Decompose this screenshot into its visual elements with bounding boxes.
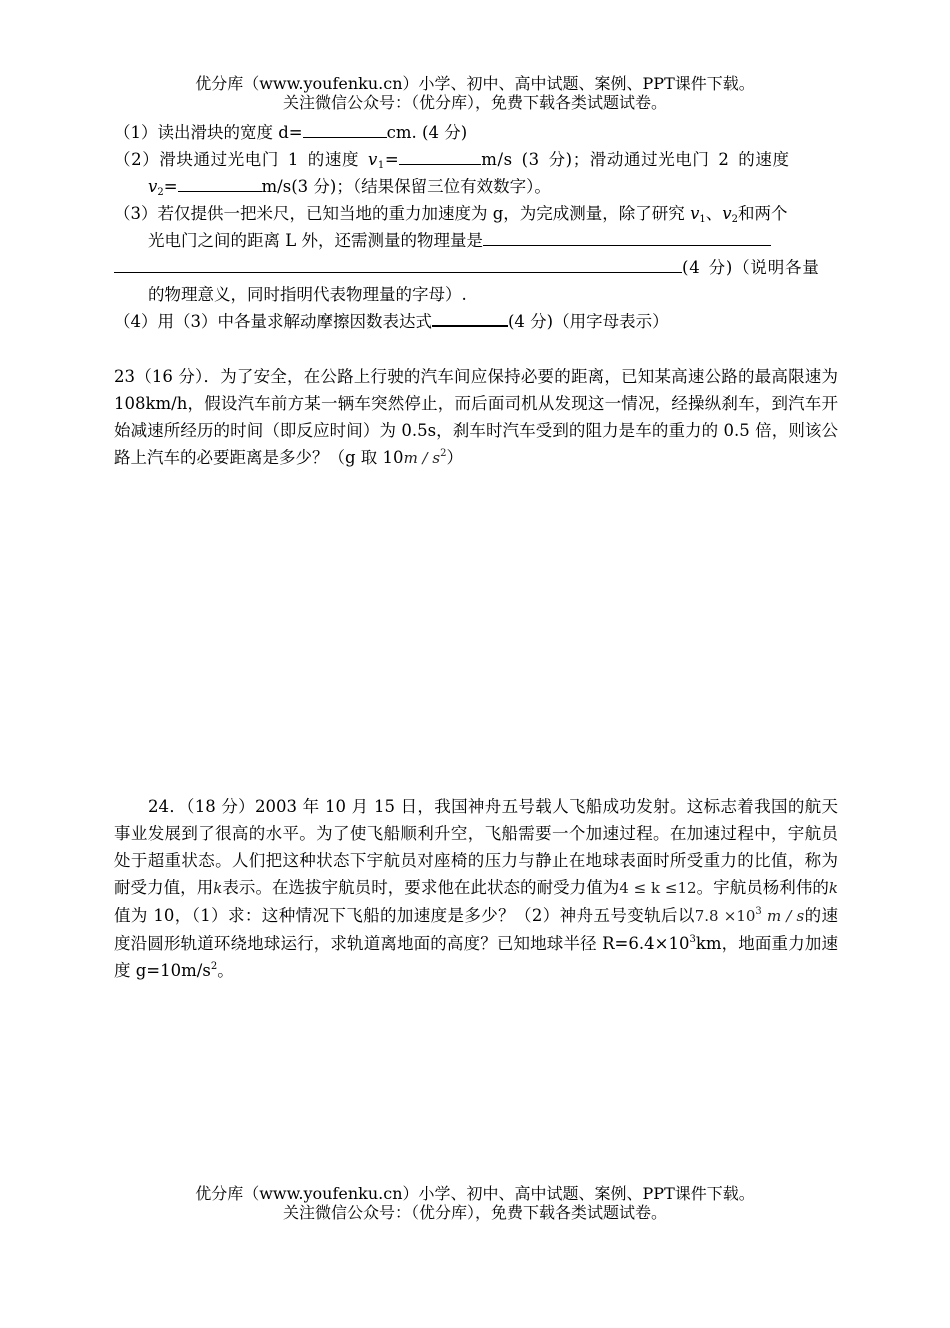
answer-blank-v1	[399, 148, 481, 165]
q22-part2-line2	[148, 174, 551, 200]
q24-text-7: 。	[217, 961, 234, 980]
q22-part3-line1	[114, 201, 787, 227]
radius-exponent: 3	[689, 934, 696, 945]
q22-part2-line1	[114, 147, 790, 173]
q22-part4-tail: (4 分)（用字母表示）	[508, 312, 669, 331]
q22-part3-line3	[114, 255, 820, 281]
q23-text: 23（16 分）．为了安全，在公路上行驶的汽车间应保持必要的距离，已知某高速公路的最高限速为 108km/h，假设汽车前方某一辆车突然停止，而后面司机从发现这一情况，经操纵刹车，到汽车开始减速所经历的时间（即反应时间）为 0.5s，刹车时汽车受到的阻力是车的重力的 0.5 倍，则该公路上汽车的必要距离是多少？（g 取 10	[114, 367, 838, 467]
header-line-2: 关注微信公众号：（优分库），免费下载各类试题试卷。	[282, 93, 667, 112]
answer-blank-quantities-1	[483, 229, 771, 246]
q23-paragraph	[114, 363, 838, 472]
q24-paragraph	[114, 793, 838, 984]
q24-text-4: 值为 10，（1）求：这种情况下飞船的加速度是多少？（2）神舟五号变轨后以	[114, 906, 695, 925]
answer-blank-quantities-2	[114, 256, 682, 273]
q23-unit: m / $s^2$	[403, 448, 447, 467]
v2-subscript-b: 2	[731, 214, 738, 225]
k-symbol: k	[213, 879, 223, 897]
answer-blank-v2	[178, 175, 262, 192]
answer-blank-expression	[432, 309, 508, 327]
page-header	[0, 74, 950, 112]
v1-subscript-b: 1	[699, 214, 706, 225]
q22-part3-tail: (4 分)（说明各量	[682, 258, 820, 277]
v1-symbol: v	[367, 150, 378, 169]
q22-part2-unit: m/s (3 分)；滑动通过光电门 2 的速度	[481, 150, 790, 169]
answer-blank-d	[303, 121, 387, 138]
speed-exponent: 3	[755, 906, 762, 917]
q24-text-3: 。宇航员杨利伟的	[696, 878, 829, 897]
orbit-speed: $7.8 \times 10^3$ m / s	[694, 906, 805, 925]
q22-part1-text: （1）读出滑块的宽度 d=	[114, 123, 303, 142]
q22-part1	[114, 120, 467, 146]
q24-text-5: 的速度沿圆形轨道环绕地球运行，求轨道离地面的高度？已知地球半径 R=6.4×10	[114, 906, 838, 953]
q22-part4	[114, 309, 669, 335]
v1-symbol-b: v	[690, 204, 700, 223]
q22-part2-unit-2: m/s(3 分)；（结果保留三位有效数字）。	[261, 177, 551, 196]
v2-subscript: 2	[157, 187, 164, 198]
q24-text-6: km，地面重力加速度 g=10m/s	[114, 934, 838, 980]
q23-end: ）	[446, 448, 463, 467]
footer-line-2: 关注微信公众号：（优分库），免费下载各类试题试卷。	[282, 1203, 667, 1222]
speed-unit: m / s	[766, 907, 805, 925]
q22-part3-end: 和两个	[737, 204, 788, 223]
equals-sign-1: =	[384, 150, 400, 169]
q22-part1-unit: cm. (4 分)	[386, 123, 468, 142]
q22-part4-text: （4）用（3）中各量求解动摩擦因数表达式	[114, 312, 432, 331]
q22-part3-line4	[148, 282, 467, 308]
g-exponent: 2	[210, 961, 218, 972]
q22-part3-text: （3）若仅提供一把米尺，已知当地的重力加速度为 g，为完成测量，除了研究	[114, 204, 691, 223]
q22-part3-line2	[148, 228, 771, 254]
k-range: 4 ≤ k ≤12	[619, 879, 697, 897]
separator: 、	[705, 204, 723, 223]
v2-symbol: v	[148, 177, 158, 196]
q22-part2-text: （2）滑块通过光电门 1 的速度	[114, 150, 368, 169]
header-line-1: 优分库（www.youfenku.cn）小学、初中、高中试题、案例、PPT课件下载。	[195, 74, 755, 93]
v2-symbol-b: v	[722, 204, 732, 223]
q24-text-1: 24．（18 分）2003 年 10 月 15 日，我国神舟五号载人飞船成功发射。这标志着我国的航天事业发展到了很高的水平。为了使飞船顺利升空，飞船需要一个加速过程。在加速过程中，宇航员处于超重状态。人们把这种状态下宇航员对座椅的压力与静止在地球表面时所受重力的比值，称为耐受力值，用	[114, 797, 838, 897]
equals-sign-2: =	[163, 177, 178, 196]
v1-subscript: 1	[377, 160, 385, 171]
footer-line-1: 优分库（www.youfenku.cn）小学、初中、高中试题、案例、PPT课件下载。	[195, 1184, 755, 1203]
q23-unit-exponent: 2	[440, 448, 447, 459]
q22-part3-text-2: 光电门之间的距离 L 外，还需测量的物理量是	[148, 231, 483, 250]
q22-part3-text-4: 的物理意义，同时指明代表物理量的字母）.	[148, 285, 467, 304]
page-footer	[0, 1184, 950, 1222]
k-symbol-2: k	[828, 879, 839, 897]
q24-text-2: 表示。在选拔宇航员时，要求他在此状态的耐受力值为	[222, 878, 620, 897]
